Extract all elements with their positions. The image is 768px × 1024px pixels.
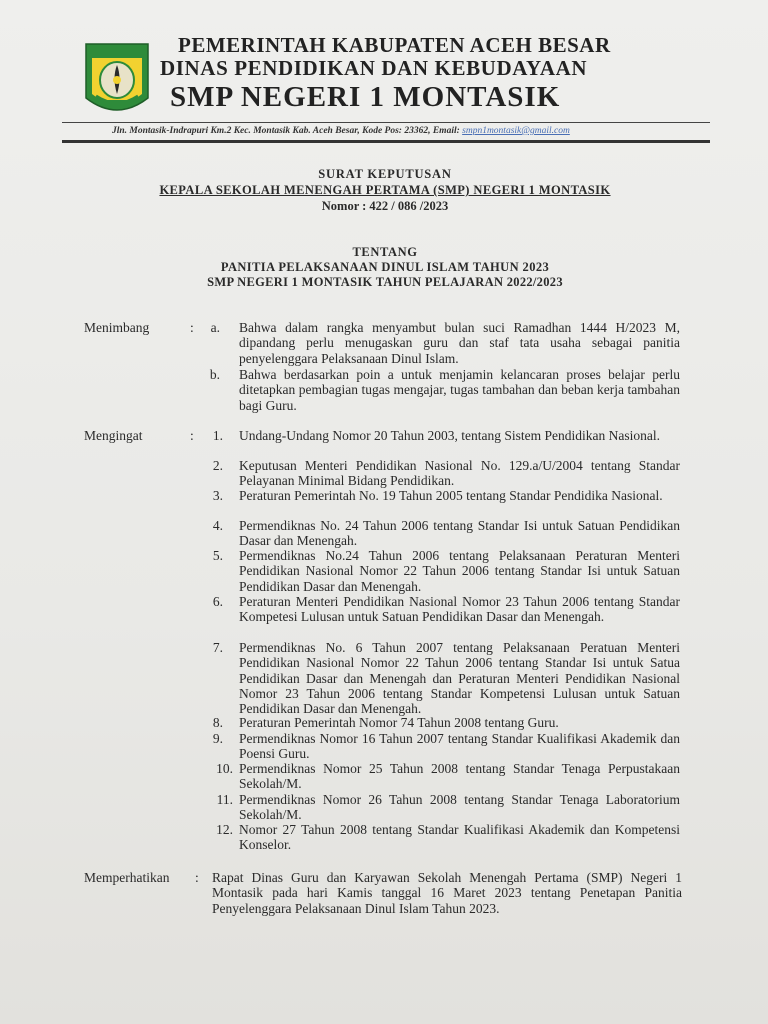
letterhead-department: DINAS PENDIDIKAN DAN KEBUDAYAAN: [160, 56, 588, 80]
list-marker: 12.: [216, 822, 233, 837]
list-marker: 2.: [212, 458, 223, 473]
list-marker: 4.: [212, 518, 223, 533]
address-text: Jln. Montasik-Indrapuri Km.2 Kec. Montasik Kab. Aceh Besar, Kode Pos: 23362, Email:: [112, 126, 463, 136]
list-item: Permendiknas Nomor 25 Tahun 2008 tentang Standar Tenaga Perpustakaan Sekolah/M.: [239, 761, 680, 792]
list-marker: 10.: [216, 761, 233, 776]
decree-number: Nomor : 422 / 086 /2023: [321, 199, 449, 213]
aceh-besar-crest-icon: [82, 38, 152, 120]
section-label-mengingat: Mengingat: [84, 428, 143, 443]
list-marker: b.: [209, 367, 220, 382]
list-item: Keputusan Menteri Pendidikan Nasional No. 129.a/U/2004 tentang Standar Pelayanan Minimal Bidang Pendidikan.: [239, 458, 680, 489]
list-marker: 7.: [212, 640, 223, 655]
letterhead-address: [112, 126, 570, 136]
list-item: Peraturan Menteri Pendidikan Nasional Nomor 23 Tahun 2006 tentang Standar Kompetesi Lulusan untuk Satuan Pendidikan Dasar dan Menengah.: [239, 594, 680, 625]
list-marker: a.: [210, 320, 220, 335]
list-item: Bahwa dalam rangka menyambut bulan suci Ramadhan 1444 H/2023 M, dipandang perlu menugaskan guru dan staf tata usaha sebagai panitia penyelenggara Pelaksanaan Dinul Islam.: [239, 320, 680, 366]
letterhead-divider-thick: [62, 140, 710, 143]
list-item: Peraturan Pemerintah Nomor 74 Tahun 2008 tentang Guru.: [239, 715, 559, 730]
list-item: Bahwa berdasarkan poin a untuk menjamin kelancaran proses belajar perlu ditetapkan pembagian tugas mengajar, tugas tambahan dan beban kerja tambahan bagi Guru.: [239, 367, 680, 413]
list-item: Permendiknas Nomor 16 Tahun 2007 tentang Standar Kualifikasi Akademik dan Poensi Guru.: [239, 731, 680, 762]
subject-heading: TENTANG: [352, 245, 418, 259]
list-marker: 8.: [212, 715, 223, 730]
list-marker: 1.: [212, 428, 223, 443]
list-item: Nomor 27 Tahun 2008 tentang Standar Kualifikasi Akademik dan Kompetensi Konselor.: [239, 822, 680, 853]
section-label-memperhatikan: Memperhatikan: [84, 870, 170, 885]
list-item: Peraturan Pemerintah No. 19 Tahun 2005 tentang Standar Pendidika Nasional.: [239, 488, 663, 503]
colon: :: [190, 428, 194, 443]
letterhead-government: PEMERINTAH KABUPATEN ACEH BESAR: [178, 33, 611, 57]
subject-school-year: SMP NEGERI 1 MONTASIK TAHUN PELAJARAN 2022/2023: [207, 275, 563, 289]
section-label-menimbang: Menimbang: [84, 320, 150, 335]
colon: :: [190, 320, 194, 335]
letterhead-divider-thin: [62, 122, 710, 123]
letterhead-school-name: SMP NEGERI 1 MONTASIK: [170, 81, 561, 113]
list-marker: 11.: [216, 792, 233, 807]
list-item: Permendiknas No. 6 Tahun 2007 tentang Pelaksanaan Peratuan Menteri Pendidikan Nasional Nomor 22 Tahun 2006 tentang Standar Isi untuk Satua Pendidikan Dasar dan Menengah dan Peraturan Menteri Pendidikan Nasional Nomor 23 Tahun 2006 tentang Standar Kompetensi Lulusan untuk Satuan Pendidikan Dasar dan Menengah.: [239, 640, 680, 717]
list-marker: 3.: [212, 488, 223, 503]
decree-heading: SURAT KEPUTUSAN: [318, 167, 452, 181]
email-link[interactable]: smpn1montasik@gmail.com: [462, 126, 570, 136]
list-item: Permendiknas Nomor 26 Tahun 2008 tentang Standar Tenaga Laboratorium Sekolah/M.: [239, 792, 680, 823]
subject-title: PANITIA PELAKSANAAN DINUL ISLAM TAHUN 2023: [220, 260, 550, 274]
decree-issuer: KEPALA SEKOLAH MENENGAH PERTAMA (SMP) NEGERI 1 MONTASIK: [159, 183, 611, 197]
colon: :: [195, 870, 199, 885]
list-marker: 6.: [212, 594, 223, 609]
list-marker: 9.: [212, 731, 223, 746]
list-marker: 5.: [212, 548, 223, 563]
consideration-text: Rapat Dinas Guru dan Karyawan Sekolah Menengah Pertama (SMP) Negeri 1 Montasik pada hari Kamis tanggal 16 Maret 2023 tentang Penetapan Panitia Penyelenggara Pelaksanaan Dinul Islam Tahun 2023.: [212, 870, 682, 916]
list-item: Permendiknas No. 24 Tahun 2006 tentang Standar Isi untuk Satuan Pendidikan Dasar dan Menengah.: [239, 518, 680, 549]
list-item: Permendiknas No.24 Tahun 2006 tentang Pelaksanaan Peraturan Menteri Pendidikan Nasional Nomor 22 Tahun 2006 tentang Standar Isi untuk Satuan Pendidikan Dasar dan Menengah.: [239, 548, 680, 594]
list-item: Undang-Undang Nomor 20 Tahun 2003, tentang Sistem Pendidikan Nasional.: [239, 428, 660, 443]
